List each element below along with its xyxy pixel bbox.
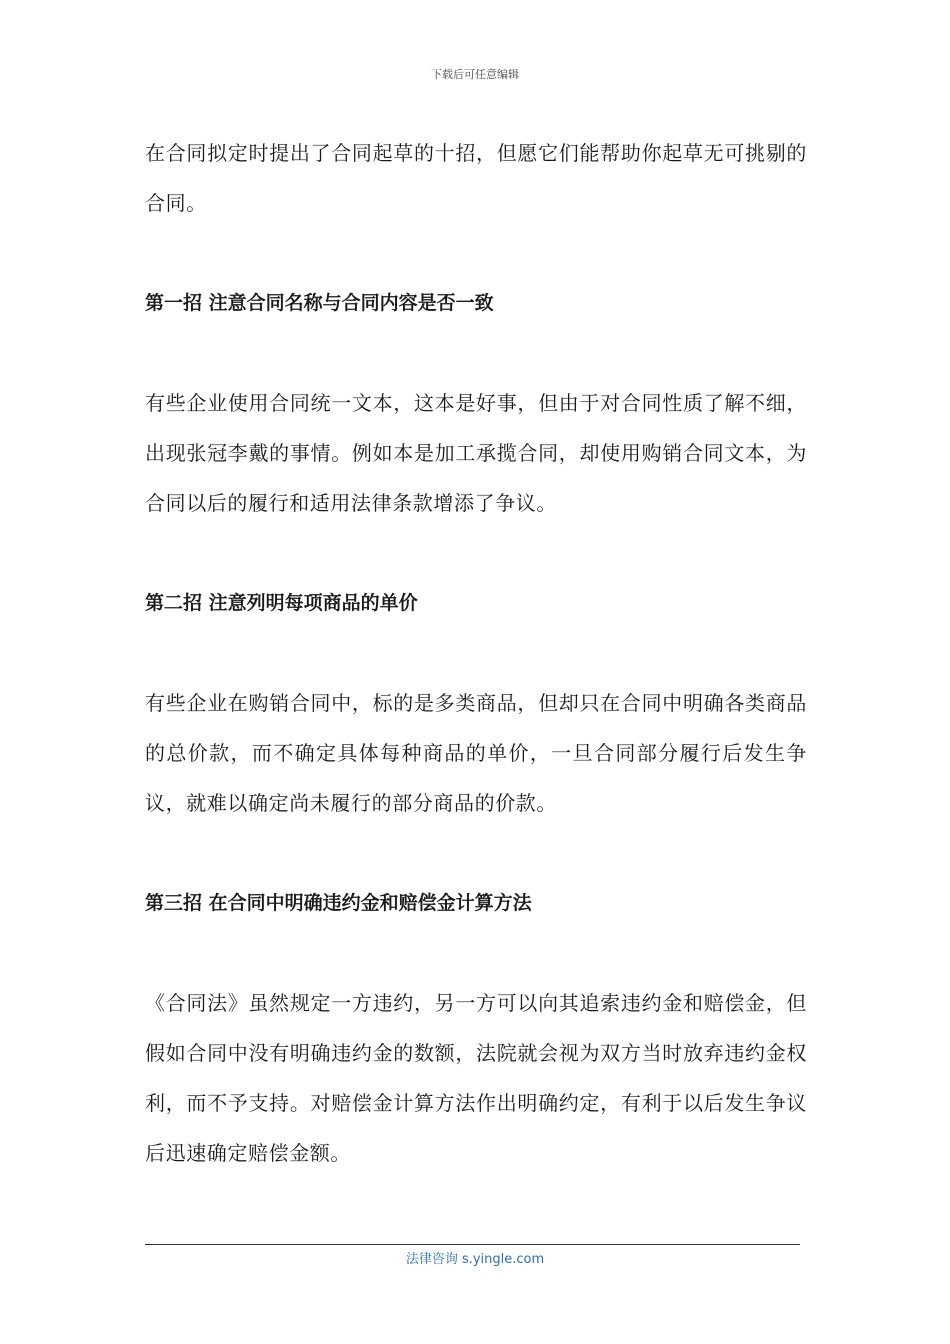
spacer — [145, 628, 807, 678]
spacer — [145, 828, 807, 878]
intro-paragraph: 在合同拟定时提出了合同起草的十招，但愿它们能帮助你起草无可挑剔的合同。 — [145, 141, 807, 215]
header-note: 下载后可任意编辑 — [431, 68, 519, 81]
footer-link[interactable]: 法律咨询 s.yingle.com — [405, 1252, 545, 1267]
section-heading-1: 第一招 注意合同名称与合同内容是否一致 — [145, 292, 494, 314]
spacer — [145, 528, 807, 578]
spacer — [145, 928, 807, 978]
section-text-2: 有些企业在购销合同中，标的是多类商品，但却只在合同中明确各类商品的总价款，而不确定具体每种商品的单价，一旦合同部分履行后发生争议，就难以确定尚未履行的部分商品的价款。 — [145, 691, 807, 815]
document-body — [145, 128, 807, 1178]
section-heading-2: 第二招 注意列明每项商品的单价 — [145, 592, 418, 614]
spacer — [145, 328, 807, 378]
section-text-3: 《合同法》虽然规定一方违约，另一方可以向其追索违约金和赔偿金，但假如合同中没有明确违约金的数额，法院就会视为双方当时放弃违约金权利，而不予支持。对赔偿金计算方法作出明确约定，有利于以后发生争议后迅速确定赔偿金额。 — [145, 991, 807, 1165]
section-heading-3: 第三招 在合同中明确违约金和赔偿金计算方法 — [145, 892, 532, 914]
section-text-1: 有些企业使用合同统一文本，这本是好事，但由于对合同性质了解不细，出现张冠李戴的事情。例如本是加工承揽合同，却使用购销合同文本，为合同以后的履行和适用法律条款增添了争议。 — [145, 391, 807, 515]
spacer — [145, 228, 807, 278]
footer-divider — [145, 1244, 800, 1245]
